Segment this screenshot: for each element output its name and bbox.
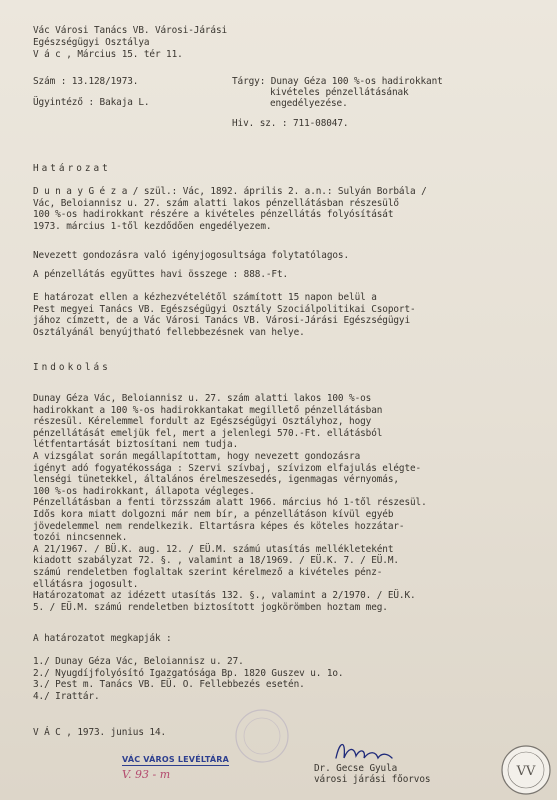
header-department: Egészségügyi Osztálya (33, 37, 150, 48)
text-line: 100 %-os hadirokkant részére a kivételes pénzellátás folyósítását (33, 209, 394, 221)
text-line: létfentartását biztosítani nem tudja. (33, 439, 239, 451)
text-line: ellátásra jogosult. (33, 578, 139, 590)
recipients-intro: A határozatot megkapják : (33, 633, 172, 644)
archive-logo (500, 744, 552, 796)
case-officer: Ügyintéző : Bakaja L. (33, 97, 150, 108)
list-item: 2./ Nyugdíjfolyósító Igazgatósága Bp. 1820 Guszev u. 1o. (33, 667, 344, 679)
text-line: Osztályánál benyújtható fellebbezésnek van helye. (33, 326, 305, 338)
text-line: Vác, Beloiannisz u. 27. szám alatti lakos pénzellátásban részesülő (33, 197, 399, 209)
header-address: V á c , Március 15. tér 11. (33, 49, 183, 60)
case-number: Szám : 13.128/1973. (33, 76, 139, 87)
text-line: A vizsgálat során megállapítottam, hogy nevezett gondozásra (33, 450, 361, 462)
text-line: hadirokkant a 100 %-os hadirokkantakat megillető pénzellátásban (33, 404, 383, 416)
document-date: V Á C , 1973. junius 14. (33, 727, 167, 738)
list-item: 1./ Dunay Géza Vác, Beloiannisz u. 27. (33, 656, 244, 667)
text-line: számú rendeletben foglaltak szerint kérelmező a kivételes pénz- (33, 566, 383, 578)
text-line: 5. / EÜ.M. számú rendeletben biztosított jogkörömben hoztam meg. (33, 601, 388, 613)
signer-name: Dr. Gecse Gyula (314, 763, 398, 774)
text-line: Pénzellátásban a fenti törzsszám alatt 1966. március hó 1-től részesül. (33, 497, 427, 509)
text-line: igényt adó fogyatékossága : Szervi szívbaj, szívizom elfajulás elégte- (33, 462, 422, 474)
reference-number: Hiv. sz. : 711-08047. (232, 118, 349, 129)
text-line: 1973. március 1-től kezdődően engedélyezem. (33, 220, 272, 232)
text-line: pénzellátását emeljük fel, mert a jelenlegi 570.-Ft. ellátásból (33, 427, 383, 439)
archive-stamp: VÁC VÁROS LEVÉLTÁRA (122, 755, 230, 764)
list-item: 3./ Pest m. Tanács VB. EÜ. O. Fellebbezés esetén. (33, 679, 305, 691)
text-line: Pest megyei Tanács VB. Egészségügyi Osztály Szociálpolitikai Csoport- (33, 303, 416, 315)
appeal-paragraph (33, 292, 533, 338)
text-line: tozói nincsennek. (33, 532, 128, 544)
justification-heading: Indokolás (33, 362, 111, 373)
text-line: A 21/1967. / BÜ.K. aug. 12. / EÜ.M. számú utasítás mellékleteként (33, 543, 394, 555)
text-line: Dunay Géza Vác, Beloiannisz u. 27. szám alatti lakos 100 %-os (33, 393, 372, 404)
text-line: kiadott szabályzat 72. §. , valamint a 18/1969. / EÜ.K. 7. / EÜ.M. (33, 555, 399, 567)
text-line: Idős kora miatt dolgozni már nem bír, a pénzellátáson kívül egyéb (33, 508, 394, 520)
text-line: jához címzett, de a Vác Városi Tanács VB. Városi-Járási Egészségügyi (33, 315, 411, 327)
justification-paragraph (33, 393, 533, 613)
text-line: E határozat ellen a kézhezvételétől számított 15 napon belül a (33, 292, 377, 303)
text-line: jövedelemmel nem rendelkezik. Eltartásra képes és köteles hozzátar- (33, 520, 405, 532)
text-line: részesül. Kérelemmel fordult az Egészségügyi Osztályhoz, hogy (33, 416, 372, 428)
subject-line-3: engedélyezése. (270, 98, 348, 109)
list-item: 4./ Irattár. (33, 690, 100, 702)
decision-paragraph (33, 186, 533, 232)
office-seal-stamp (232, 706, 292, 766)
monthly-amount-line: A pénzellátás együttes havi összege : 888.-Ft. (33, 269, 289, 280)
decision-heading: Határozat (33, 163, 111, 174)
eligibility-line: Nevezett gondozásra való igényjogosultsága folytatólagos. (33, 250, 350, 261)
signature (330, 736, 410, 766)
logo-lettering: VV (516, 764, 536, 779)
text-line: Határozatomat az idézett utasítás 132. §., valamint a 2/1970. / EÜ.K. (33, 590, 416, 602)
text-line: lenségi tünetekkel, általános érelmeszesedés, igenmagas vérnyomás, (33, 474, 399, 486)
subject-line-1: Tárgy: Dunay Géza 100 %-os hadirokkant (232, 76, 443, 87)
signer-title: városi járási főorvos (314, 774, 431, 785)
text-line: D u n a y G é z a / szül.: Vác, 1892. április 2. a.n.: Sulyán Borbála / (33, 186, 427, 197)
subject-line-2: kivételes pénzellátásának (270, 87, 409, 98)
archive-handwritten-reference: V. 93 - m (122, 768, 171, 781)
recipients-list (33, 656, 533, 702)
text-line: 100 %-os hadirokkant, állapota végleges. (33, 485, 255, 497)
header-office: Vác Városi Tanács VB. Városi-Járási (33, 25, 228, 36)
